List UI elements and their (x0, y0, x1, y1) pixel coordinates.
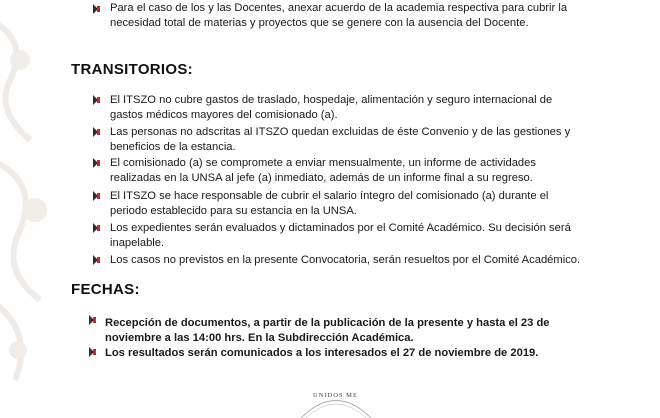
transitorios-heading: TRANSITORIOS: (71, 61, 193, 78)
transitorio-5-line-2: inapelable. (110, 237, 165, 249)
bullet-icon (92, 126, 101, 138)
transitorio-5-line-1: Los expedientes serán evaluados y dictaminados por el Comité Académico. Su decisión será (110, 222, 571, 234)
transitorio-6-line-1: Los casos no previstos en la presente Convocatoria, serán resueltos por el Comité Académico. (110, 254, 581, 266)
transitorio-2-line-2: beneficios de la estancia. (110, 141, 236, 153)
bullet-icon (88, 314, 97, 326)
bullet-icon (92, 94, 101, 106)
bullet-icon (92, 222, 101, 234)
transitorio-4-line-2: periodo establecido para su estancia en la UNSA. (110, 205, 357, 217)
fechas-heading: FECHAS: (71, 281, 140, 298)
bullet-icon (88, 346, 97, 358)
transitorio-2-line-1: Las personas no adscritas al ITSZO quedan excluidas de éste Convenio y de las gestiones y (110, 126, 571, 138)
transitorio-4-line-1: El ITSZO se hace responsable de cubrir el salario íntegro del comisionado (a) durante el (110, 190, 549, 202)
bullet-icon (92, 3, 101, 15)
transitorio-1-line-2: gastos médicos mayores del comisionado (a). (110, 109, 338, 121)
seal-text: UNIDOS ME (313, 392, 358, 399)
top-item-line-2: necesidad total de materias y proyectos que se genere con la ausencia del Docente. (110, 17, 529, 29)
bullet-icon (92, 190, 101, 202)
top-item-line-1: Para el caso de los y las Docentes, anexar acuerdo de la academia respectiva para cubrir la (110, 2, 568, 14)
transitorio-1-line-1: El ITSZO no cubre gastos de traslado, hospedaje, alimentación y seguro internacional de (110, 94, 553, 106)
fecha-1-line-1: Recepción de documentos, a partir de la publicación de la presente y hasta el 23 de (105, 317, 550, 329)
bullet-icon (92, 157, 101, 169)
fecha-2-line-1: Los resultados serán comunicados a los interesados el 27 de noviembre de 2019. (105, 347, 539, 359)
bullet-icon (92, 254, 101, 266)
transitorio-3-line-2: realizadas en la UNSA al jefe (a) inmediato, además de un informe final a su regreso. (110, 172, 533, 184)
transitorio-3-line-1: El comisionado (a) se compromete a enviar mensualmente, un informe de actividades (110, 157, 536, 169)
fecha-1-line-2: noviembre a las 14:00 hrs. En la Subdirección Académica. (105, 332, 414, 344)
